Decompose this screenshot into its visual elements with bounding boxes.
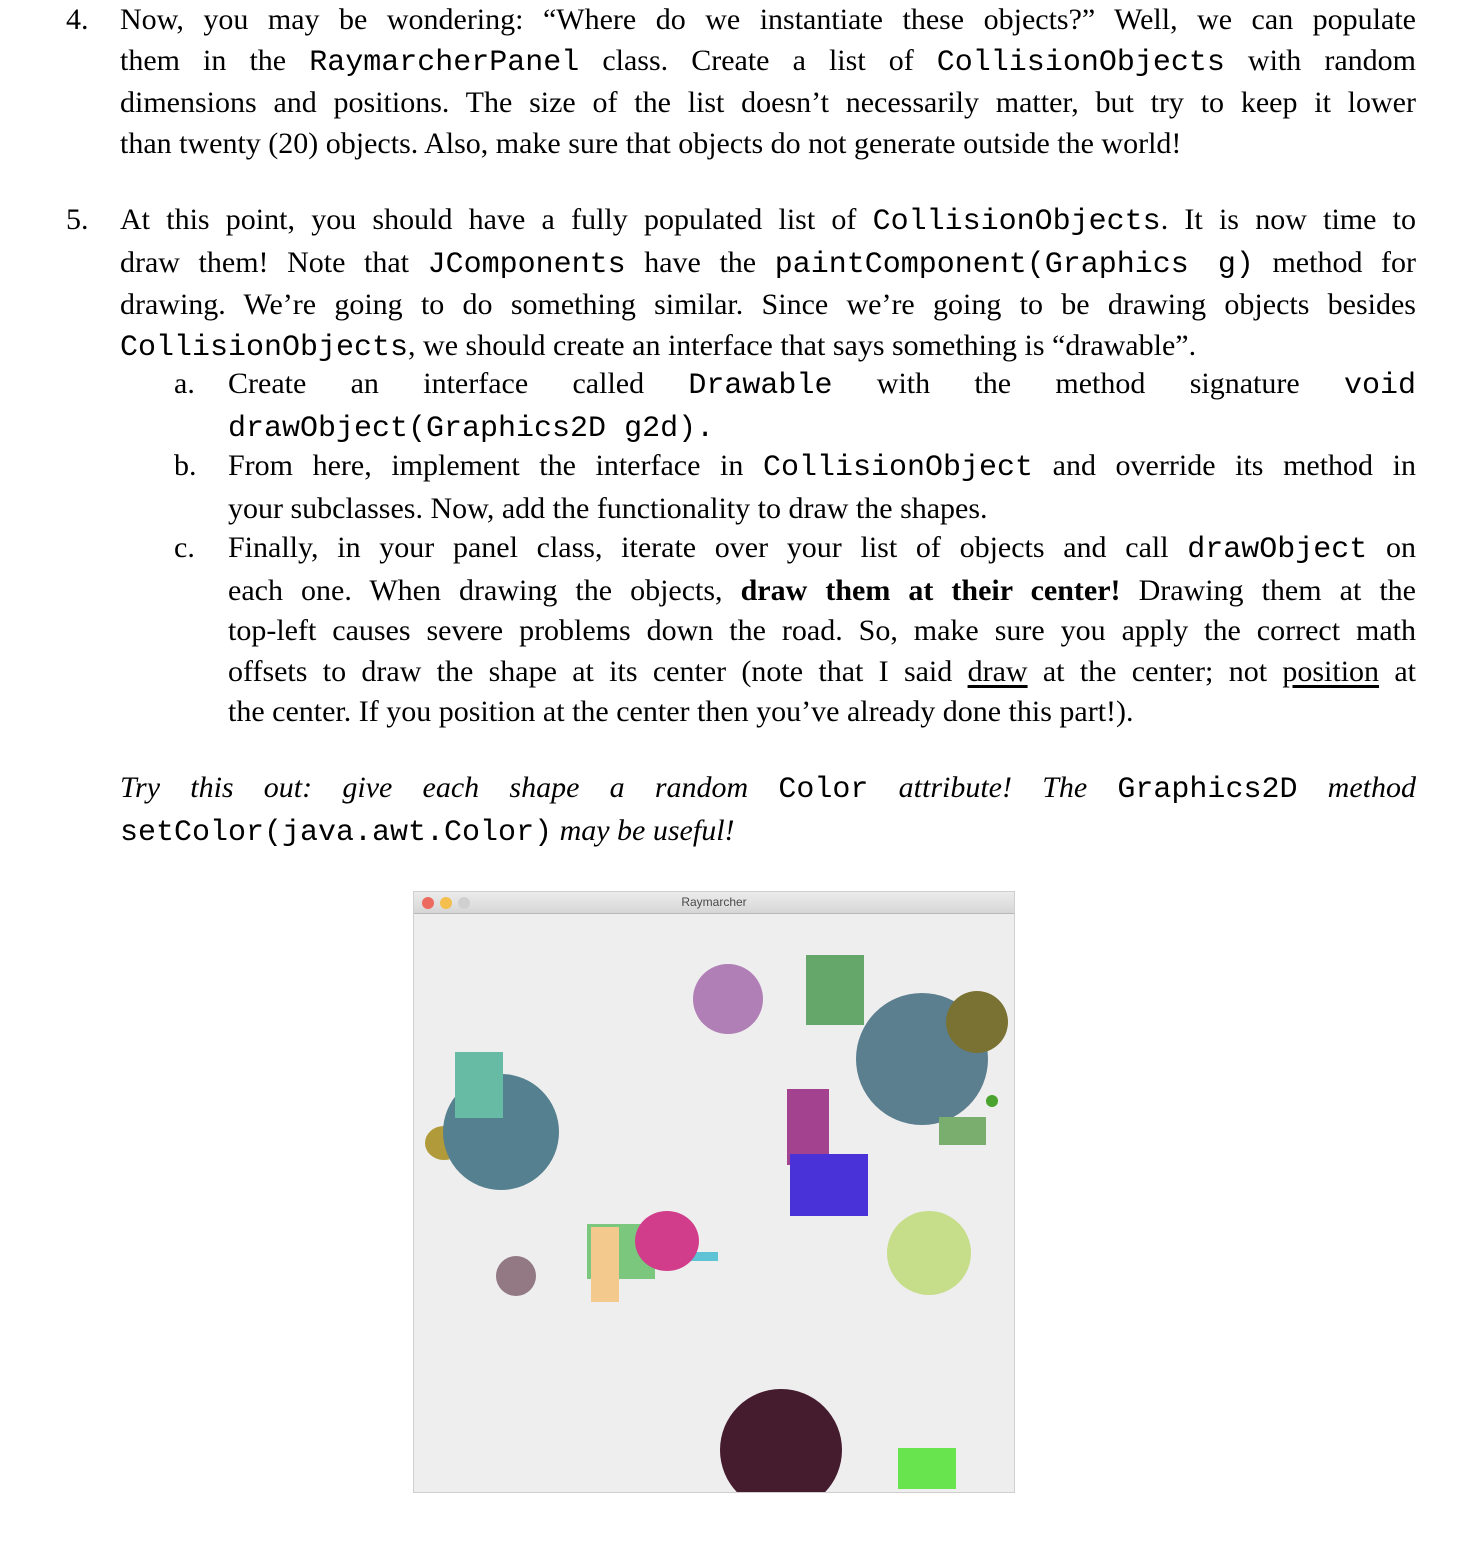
underlined-text: position (1282, 654, 1380, 688)
text-line (120, 83, 1416, 124)
text-run: drawing. We’re going to do something similar. Since we’re going to be drawing objects besides (120, 288, 1416, 321)
sub-item-text (228, 528, 1416, 733)
underlined-text: draw (967, 654, 1028, 688)
code-text: JComponents (427, 247, 626, 282)
text-line (228, 611, 1416, 652)
list-item-4 (66, 0, 1416, 164)
text-run: method for (1253, 245, 1417, 279)
text-run: Now, you may be wondering: “Where do we instantiate these objects?” Well, we can populate (120, 3, 1416, 36)
text-line (120, 285, 1416, 326)
text-line (228, 692, 1416, 733)
shape-circle (946, 991, 1008, 1053)
code-text: RaymarcherPanel (309, 45, 580, 80)
text-run: Drawing them at the (1120, 573, 1416, 607)
text-line (228, 489, 1416, 530)
shape-circle (986, 1095, 998, 1107)
item-number: 4. (66, 3, 89, 36)
text-run: , we should create an interface that says something is “drawable”. (408, 328, 1197, 362)
drawing-canvas (414, 914, 1014, 1492)
text-run: than twenty (20) objects. Also, make sure that objects do not generate outside the world! (120, 126, 1182, 160)
raymarcher-window (414, 892, 1014, 1492)
code-text: drawObject(Graphics2D g2d). (228, 411, 715, 446)
code-text: paintComponent(Graphics g) (774, 247, 1254, 282)
text-run: At this point, you should have a fully populated list of (120, 203, 873, 236)
sub-item-text (228, 364, 1416, 449)
code-text: drawObject (1187, 533, 1368, 567)
text-run: may be useful! (552, 813, 735, 847)
text-run: class. Create a list of (579, 43, 937, 77)
sub-item-label: b. (174, 449, 197, 482)
text-run: and override its method in (1033, 449, 1416, 482)
code-text: Color (778, 773, 869, 807)
text-line (120, 768, 1416, 811)
text-run: have the (625, 245, 775, 279)
bold-text: draw them at their center! (740, 573, 1121, 607)
shape-circle (693, 964, 763, 1034)
text-run: Finally, in your panel class, iterate over your list of objects and call (228, 531, 1188, 564)
sub-item-c (174, 528, 1416, 733)
text-run: each one. When drawing the objects, (228, 573, 741, 607)
text-line (120, 243, 1416, 286)
text-run: on (1367, 531, 1416, 564)
code-text: CollisionObjects (872, 205, 1161, 239)
sub-item-label: c. (174, 531, 195, 564)
code-text: CollisionObject (762, 451, 1034, 485)
item-number: 5. (66, 203, 89, 236)
text-line (228, 407, 1416, 450)
text-line (228, 446, 1416, 489)
shape-rect (790, 1154, 868, 1216)
window-titlebar[interactable] (414, 892, 1014, 914)
text-run: Create an interface called (228, 367, 689, 400)
shape-circle (720, 1389, 842, 1492)
sub-item-b (174, 446, 1416, 529)
code-text: Drawable (688, 369, 833, 403)
text-run: attribute! The (868, 771, 1118, 804)
shape-rect (591, 1227, 619, 1302)
code-text: CollisionObjects (936, 45, 1225, 80)
text-run: From here, implement the interface in (228, 449, 763, 482)
text-line (120, 326, 1416, 369)
list-item-5 (66, 200, 1416, 368)
window-title: Raymarcher (681, 895, 747, 909)
text-line (120, 0, 1416, 41)
shape-rect (455, 1052, 503, 1118)
text-line (228, 528, 1416, 571)
text-run: at (1379, 654, 1416, 688)
code-text: void (1344, 369, 1417, 403)
shape-circle (496, 1256, 536, 1296)
text-run: at the center; not (1027, 654, 1283, 688)
shape-rect (787, 1089, 829, 1165)
sub-item-label: a. (174, 367, 195, 400)
shape-rect (806, 955, 864, 1025)
text-run: top-left causes severe problems down the road. So, make sure you apply the correct math (228, 614, 1416, 647)
text-line (120, 41, 1416, 84)
text-run: your subclasses. Now, add the functionality to draw the shapes. (228, 491, 988, 525)
item-4-text (120, 0, 1416, 164)
text-line (228, 652, 1416, 693)
text-run: with the method signature (832, 367, 1344, 400)
text-run: with random (1224, 43, 1416, 77)
text-run: the center. If you position at the center then you’ve already done this part!). (228, 695, 1134, 728)
text-run: draw them! Note that (120, 245, 428, 279)
shape-ellipse (635, 1211, 699, 1271)
shape-rect (898, 1448, 956, 1489)
sub-item-text (228, 446, 1416, 529)
text-run: . It is now time to (1160, 203, 1416, 236)
try-this-note (120, 768, 1416, 853)
code-text: Graphics2D (1117, 773, 1298, 807)
shape-circle (887, 1211, 971, 1295)
code-text: CollisionObjects (120, 330, 409, 365)
item-5-text (120, 200, 1416, 368)
shape-rect (939, 1117, 986, 1145)
text-line (120, 811, 1416, 854)
text-run: offsets to draw the shape at its center (note that I said (228, 654, 968, 688)
text-run: method (1297, 771, 1416, 804)
text-line (120, 200, 1416, 243)
text-line (228, 364, 1416, 407)
text-run: them in the (120, 43, 310, 77)
text-run: Try this out: give each shape a random (120, 771, 779, 804)
text-line (228, 571, 1416, 612)
text-line (120, 124, 1416, 165)
text-run: dimensions and positions. The size of the list doesn’t necessarily matter, but try to keep it lower (120, 86, 1416, 119)
code-text: setColor(java.awt.Color) (120, 815, 553, 850)
sub-item-a (174, 364, 1416, 449)
